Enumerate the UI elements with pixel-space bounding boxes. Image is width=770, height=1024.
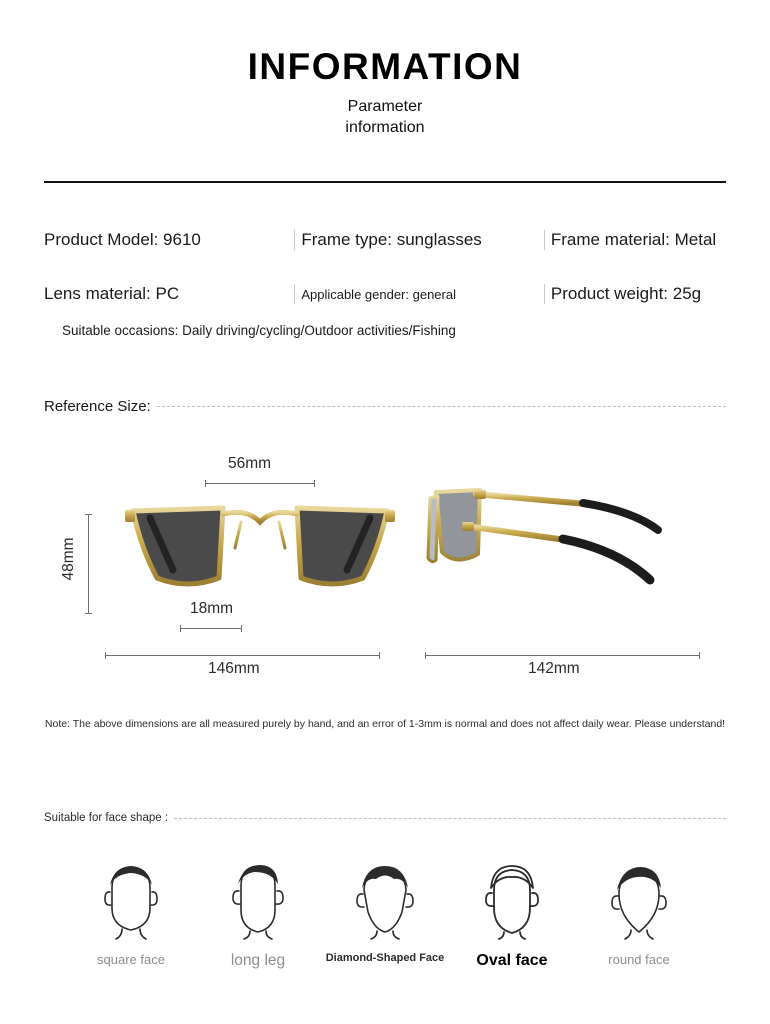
measurement-note: Note: The above dimensions are all measured purely by hand, and an error of 1-3mm is normal and does not affect daily wear. Please understand! — [44, 718, 726, 730]
face-shape-item-round — [578, 858, 700, 967]
dim-line-temple-length — [425, 655, 700, 656]
spec-suitable-occasions: Suitable occasions: Daily driving/cycling/Outdoor activities/Fishing — [62, 323, 456, 338]
dashed-divider — [174, 818, 726, 819]
sunglasses-front-view — [95, 478, 425, 638]
spec-cell-applicable-gender — [267, 287, 523, 302]
dim-line-bridge — [180, 628, 242, 629]
sunglasses-side-view — [418, 478, 708, 608]
face-square-icon — [70, 858, 192, 940]
specification-table — [44, 213, 726, 338]
spec-row — [44, 213, 726, 267]
dim-line-lens-width — [205, 483, 315, 484]
face-shape-item-diamond — [324, 858, 446, 964]
spec-cell-product-model — [44, 230, 267, 250]
face-shape-caption: Diamond-Shaped Face — [325, 952, 445, 964]
face-round-icon — [578, 858, 700, 940]
dim-line-total-width — [105, 655, 380, 656]
spec-frame-material: Frame material: Metal — [550, 230, 717, 249]
subtitle-line-1: Parameter — [347, 97, 423, 115]
dim-label-total-width: 146mm — [208, 660, 260, 677]
dim-label-lens-height: 48mm — [60, 537, 77, 581]
reference-size-header — [44, 398, 726, 415]
spec-lens-material: Lens material: PC — [44, 284, 180, 303]
face-shape-label: Suitable for face shape : — [44, 812, 169, 824]
spec-applicable-gender: Applicable gender: general — [301, 286, 456, 302]
reference-size-label: Reference Size: — [44, 398, 151, 415]
face-shape-item-long — [197, 858, 319, 970]
spec-cell-frame-material — [523, 230, 726, 250]
face-shape-caption: round face — [608, 952, 670, 967]
size-diagram-area — [0, 430, 770, 695]
dashed-divider — [157, 406, 726, 407]
face-shape-caption: Oval face — [476, 952, 548, 969]
face-shape-caption: square face — [97, 952, 165, 967]
page-title: INFORMATION — [247, 46, 523, 87]
page-header — [0, 0, 770, 139]
header-divider — [44, 181, 726, 183]
spec-cell-product-weight — [523, 284, 726, 304]
dim-line-lens-height — [88, 514, 89, 614]
spec-product-weight: Product weight: 25g — [550, 284, 702, 303]
dim-label-bridge: 18mm — [190, 600, 234, 617]
face-shape-list — [70, 858, 700, 970]
face-shape-caption: long leg — [230, 952, 286, 969]
spec-product-model: Product Model: 9610 — [44, 230, 201, 249]
spec-cell-lens-material — [44, 284, 267, 304]
face-diamond-icon — [324, 858, 446, 940]
spec-frame-type: Frame type: sunglasses — [301, 230, 482, 249]
subtitle-line-2: information — [345, 119, 425, 137]
face-oval-icon — [451, 858, 573, 940]
face-long-icon — [197, 858, 319, 940]
face-shape-item-square — [70, 858, 192, 967]
dim-label-temple-length: 142mm — [528, 660, 580, 677]
spec-cell-frame-type — [267, 230, 523, 250]
face-shape-header — [44, 812, 726, 824]
face-shape-item-oval — [451, 858, 573, 970]
spec-row — [44, 267, 726, 321]
page-subtitle — [0, 96, 770, 139]
dim-label-lens-width: 56mm — [228, 455, 272, 472]
